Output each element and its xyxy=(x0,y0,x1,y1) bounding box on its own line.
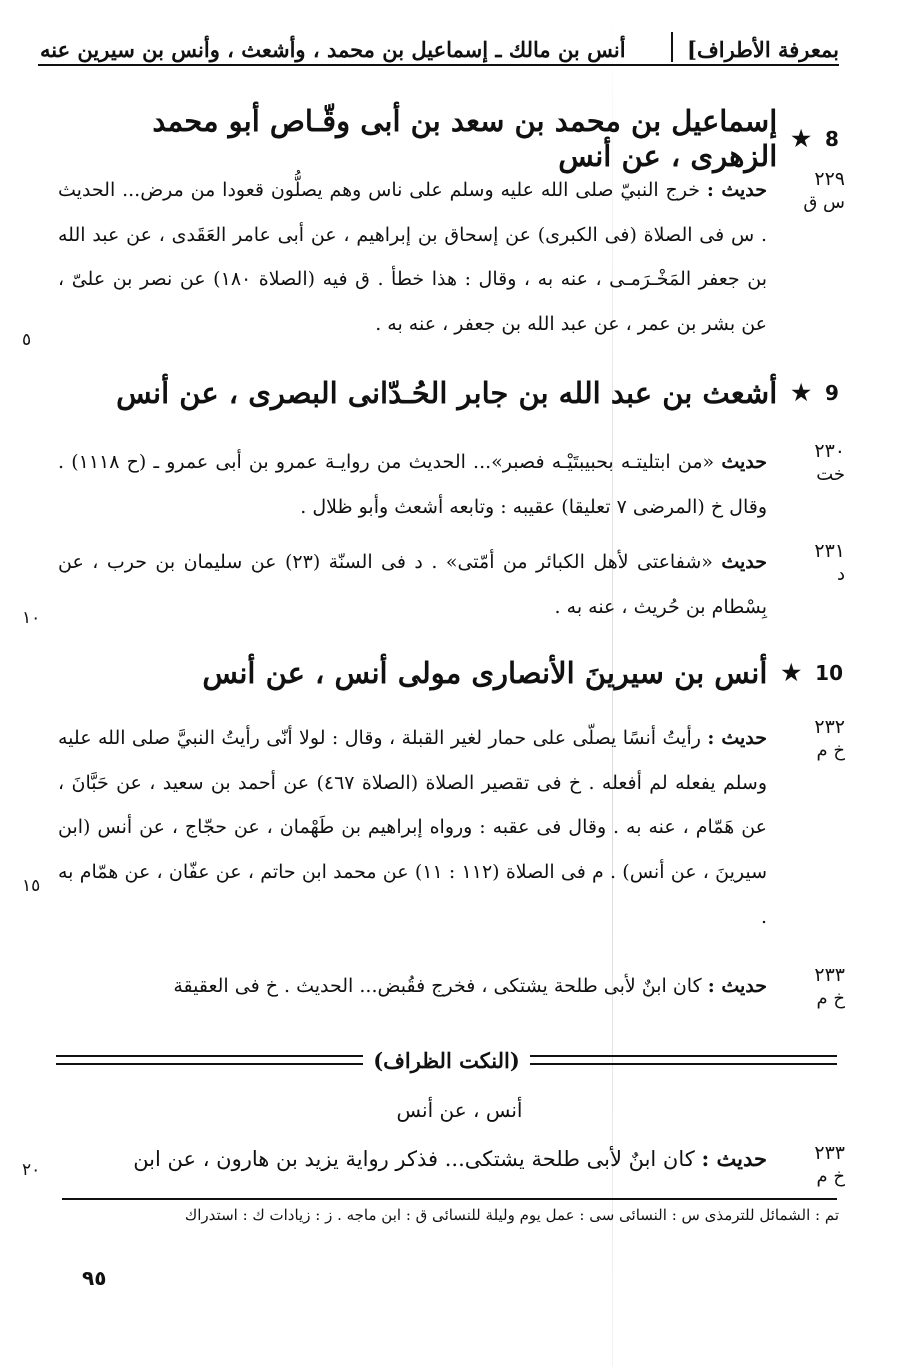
hadith-number: ٢٣١ xyxy=(814,540,845,562)
footer-rule xyxy=(62,1198,837,1200)
hadith-label: حديث : xyxy=(706,179,767,201)
hadith-code: خ م xyxy=(816,1165,845,1187)
header-rule xyxy=(38,64,839,66)
star-icon: ★ xyxy=(791,125,811,152)
hadith-body: خرج النبيّ صلى الله عليه وسلم على ناس وهم يصلُّون قعودا من مرض... الحديث . س فى الصلاة (فى الكبرى) عن إسحاق بن إبراهيم ، عن أبى عامر العَقَدى ، عن عبد الله بن جعفر المَخْـرَمـى ، عنه به ، وقال : هذا خطأ . ق فيه (الصلاة ١٨٠) عن نصر بن علىّ ، عن بشر بن عمر ، عن عبد الله بن جعفر ، عنه به . xyxy=(58,179,767,335)
hadith-index xyxy=(785,716,845,762)
hadith-text xyxy=(58,540,767,629)
entry-number: 8 xyxy=(825,126,839,151)
hadith-code: خ م xyxy=(816,987,845,1009)
entry-number: 9 xyxy=(825,381,839,406)
hadith-code: خت xyxy=(816,463,845,485)
hadith-number: ٢٢٩ xyxy=(814,168,845,190)
hadith-label: حديث : xyxy=(701,1146,767,1171)
hadith-body: «من ابتليتـه بحبيبتَيْـه فصبر»... الحديث من روايـة عمرو بن أبى عمرو ـ (ح ١١١٨) . وقال خ (المرضى ٧ تعليقا) عقيبه : وتابعه أشعث وأبو ظلال . xyxy=(58,451,767,518)
hadith-code: س ق xyxy=(803,191,845,213)
hadith-number: ٢٣٣ xyxy=(814,964,845,986)
entry-heading xyxy=(56,656,843,691)
hadith-text xyxy=(58,440,767,529)
hadith-code: خ م xyxy=(816,739,845,761)
hadith-label: حديث xyxy=(721,451,767,473)
hadith-code: د xyxy=(836,563,845,585)
hadith-text xyxy=(58,1142,767,1177)
entry-heading xyxy=(56,104,843,174)
running-header xyxy=(40,16,839,62)
hadith-number: ٢٣٣ xyxy=(814,1142,845,1164)
hadith-number: ٢٣٢ xyxy=(814,716,845,738)
hadith-body: رأيتُ أنسًا يصلّى على حمار لغير القبلة ، وقال : لولا أنّى رأيتُ النبيَّ صلى الله عليه وسلم يفعله لم أفعله . خ فى تقصير الصلاة (الصلاة ٤٦٧) عن أحمد بن سعيد ، عن حَبَّانَ ، عن هَمّام ، عنه به . وقال فى عقبه : ورواه إبراهيم بن طَهْمان ، عن حجّاج ، عن أنس (ابن سيرينَ ، عن أنس) . م فى الصلاة (١١٢ : ١١) عن محمد ابن حاتم ، عن عفّان ، عن همّام به . xyxy=(58,727,768,928)
header-center: أنس بن مالك ـ إسماعيل بن محمد ، وأشعث ، وأنس بن سيرين عنه xyxy=(40,37,626,62)
nukat-heading: أنس ، عن أنس xyxy=(396,1098,523,1122)
hadith-text xyxy=(58,716,767,939)
entry-heading xyxy=(56,376,843,411)
header-separator xyxy=(671,32,673,62)
header-right: بمعرفة الأطراف] xyxy=(687,37,839,62)
nukat-label: (النكت الظراف) xyxy=(373,1047,520,1073)
hadith-number: ٢٣٠ xyxy=(814,440,845,462)
hadith-body: «شفاعتى لأهل الكبائر من أمّتى» . د فى السنّة (٢٣) عن سليمان بن حرب ، عن بِسْطام بن حُريث ، عنه به . xyxy=(58,551,767,618)
line-number: ١٥ xyxy=(22,876,41,896)
hadith-index xyxy=(785,168,845,214)
abbreviation-key: تم : الشمائل للترمذى س : النسائى سى : عمل يوم وليلة للنسائى ق : ابن ماجه . ز : زيادات ك : استدراك xyxy=(184,1206,839,1224)
hadith-label: حديث : xyxy=(707,727,768,749)
entry-title: إسماعيل بن محمد بن سعد بن أبى وقّـاص أبو محمد الزهرى ، عن أنس xyxy=(152,104,778,173)
hadith-index xyxy=(785,540,845,586)
hadith-label: حديث xyxy=(721,551,767,573)
star-icon: ★ xyxy=(781,660,802,687)
page-number: ٩٥ xyxy=(82,1266,107,1290)
entry-title: أنس بن سيرينَ الأنصارى مولى أنس ، عن أنس xyxy=(202,656,768,690)
hadith-index xyxy=(785,964,845,1010)
line-number: ١٠ xyxy=(22,608,41,628)
nukat-divider xyxy=(56,1040,837,1080)
hadith-body: كان ابنٌ لأبى طلحة يشتكى ، فخرج فقُبض... الحديث . خ فى العقيقة xyxy=(173,975,702,997)
star-icon: ★ xyxy=(791,380,811,407)
hadith-body: كان ابنٌ لأبى طلحة يشتكى... فذكر رواية يزيد بن هارون ، عن ابن xyxy=(133,1147,695,1171)
entry-title: أشعث بن عبد الله بن جابر الحُـدّانى البصرى ، عن أنس xyxy=(116,376,778,410)
line-number: ٥ xyxy=(22,330,32,350)
hadith-label: حديث : xyxy=(707,975,767,997)
line-number: ٢٠ xyxy=(22,1160,41,1180)
hadith-index xyxy=(785,440,845,486)
hadith-index xyxy=(785,1142,845,1188)
double-rule xyxy=(56,1055,363,1065)
hadith-text xyxy=(58,168,767,347)
hadith-text xyxy=(58,964,767,1009)
double-rule xyxy=(530,1055,837,1065)
entry-number: 10 xyxy=(815,661,843,686)
